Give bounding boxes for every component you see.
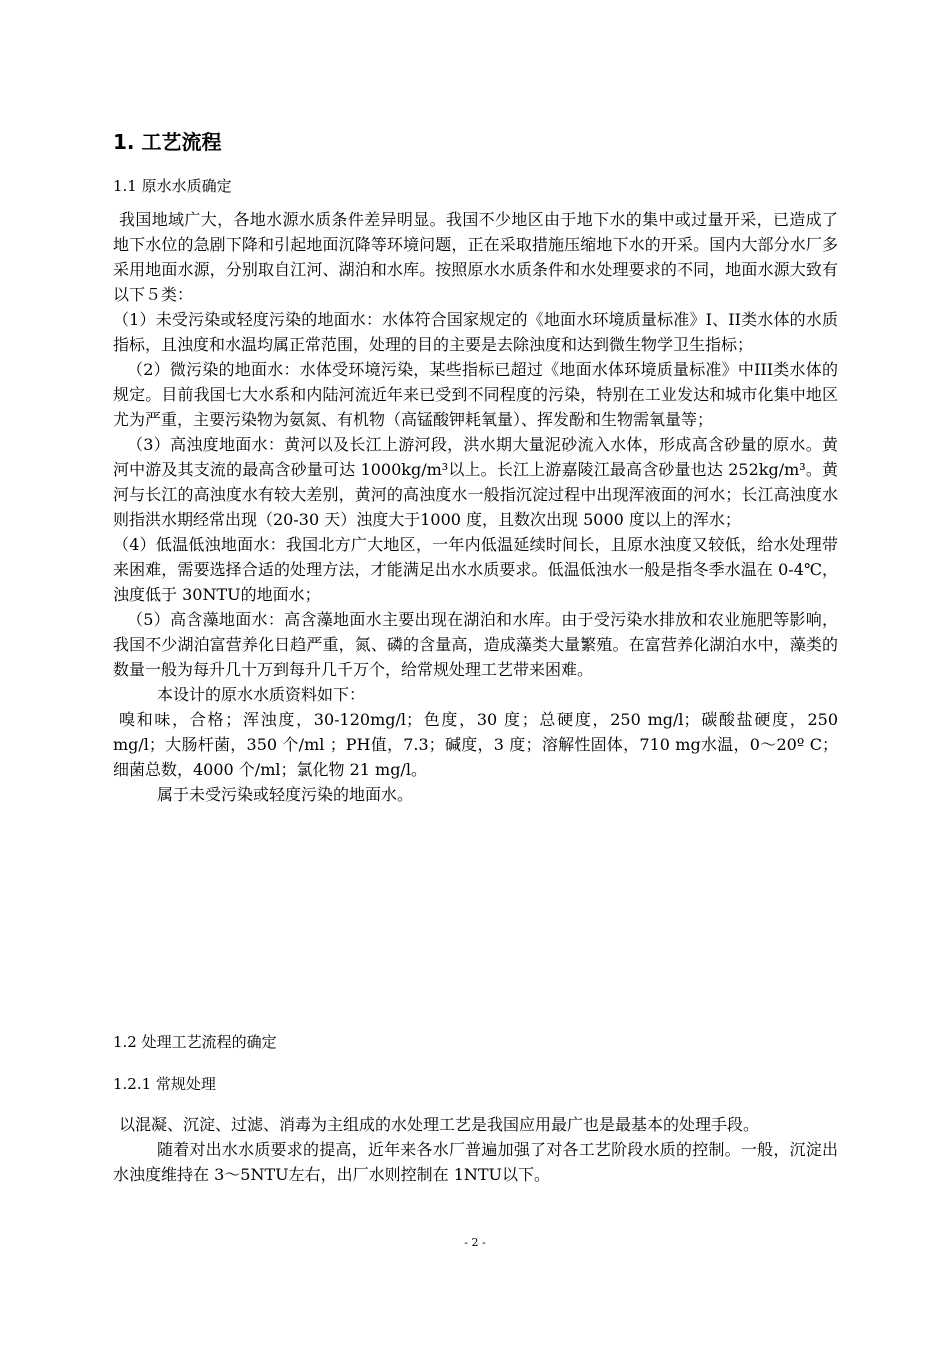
paragraph-type-3: （3）高浊度地面水：黄河以及长江上游河段，洪水期大量泥砂流入水体，形成高含砂量的原水。黄河中游及其支流的最高含砂量可达 1000kg/m³以上。长江上游嘉陵江最高含砂量也达 252kg/m³。黄河与长江的高浊度水有较大差别，黄河的高浊度水一般指沉淀过程中出现浑液面的河水；长江高浊度水则指洪水期经常出现（20-30 天）浊度大于1000 度，且数次出现 5000 度以上的浑水； [113, 435, 838, 529]
paragraph-type-5: （5）高含藻地面水：高含藻地面水主要出现在湖泊和水库。由于受污染水排放和农业施肥等影响，我国不少湖泊富营养化日趋严重，氮、磷的含量高，造成藻类大量繁殖。在富营养化湖泊水中，藻类的数量一般为每升几十万到每升几千万个，给常规处理工艺带来困难。 [113, 610, 838, 679]
paragraph-conventional-2: 随着对出水水质要求的提高，近年来各水厂普遍加强了对各工艺阶段水质的控制。一般，沉淀出水浊度维持在 3～5NTU左右，出厂水则控制在 1NTU以下。 [113, 1140, 838, 1184]
paragraph-design-data: 嗅和味，合格；浑浊度，30-120mg/l；色度，30 度；总硬度，250 mg/l；碳酸盐硬度，250 mg/l；大肠杆菌，350 个/ml ；PH值，7.3；碱度，3 度；溶解性固体，710 mg水温，0～20º C；细菌总数，4000 个/ml；氯化物 21 mg/l。 [113, 710, 838, 779]
subsection-heading-raw-water: 1.1 原水水质确定 [113, 177, 232, 195]
raw-water-body [113, 207, 838, 807]
subsubsection-heading-conventional: 1.2.1 常规处理 [113, 1075, 216, 1093]
paragraph-type-2: （2）微污染的地面水：水体受环境污染，某些指标已超过《地面水体环境质量标准》中III类水体的规定。目前我国七大水系和内陆河流近年来已受到不同程度的污染，特别在工业发达和城市化集中地区尤为严重，主要污染物为氨氮、有机物（高锰酸钾耗氧量）、挥发酚和生物需氧量等； [113, 360, 838, 429]
paragraph-intro: 我国地域广大，各地水源水质条件差异明显。我国不少地区由于地下水的集中或过量开采，已造成了地下水位的急剧下降和引起地面沉降等环境问题，正在采取措施压缩地下水的开采。国内大部分水厂多采用地面水源，分别取自江河、湖泊和水库。按照原水水质条件和水处理要求的不同，地面水源大致有以下５类： [113, 210, 838, 304]
paragraph-type-4: （4）低温低浊地面水：我国北方广大地区，一年内低温延续时间长，且原水浊度又较低，给水处理带来困难，需要选择合适的处理方法，才能满足出水水质要求。低温低浊水一般是指冬季水温在 0-4℃，浊度低于 30NTU的地面水； [113, 535, 838, 604]
page-number: - 2 - [464, 1236, 486, 1249]
paragraph-type-1: （1）未受污染或轻度污染的地面水：水体符合国家规定的《地面水环境质量标准》I、II类水体的水质指标，且浊度和水温均属正常范围，处理的目的主要是去除浊度和达到微生物学卫生指标； [113, 310, 838, 354]
paragraph-conclusion: 属于未受污染或轻度污染的地面水。 [157, 785, 414, 804]
subsection-heading-process: 1.2 处理工艺流程的确定 [113, 1033, 277, 1051]
conventional-body [113, 1112, 838, 1187]
paragraph-design-data-intro: 本设计的原水水质资料如下： [157, 685, 366, 704]
paragraph-conventional-1: 以混凝、沉淀、过滤、消毒为主组成的水处理工艺是我国应用最广也是最基本的处理手段。 [119, 1115, 760, 1134]
section-heading: 1. 工艺流程 [113, 130, 222, 154]
